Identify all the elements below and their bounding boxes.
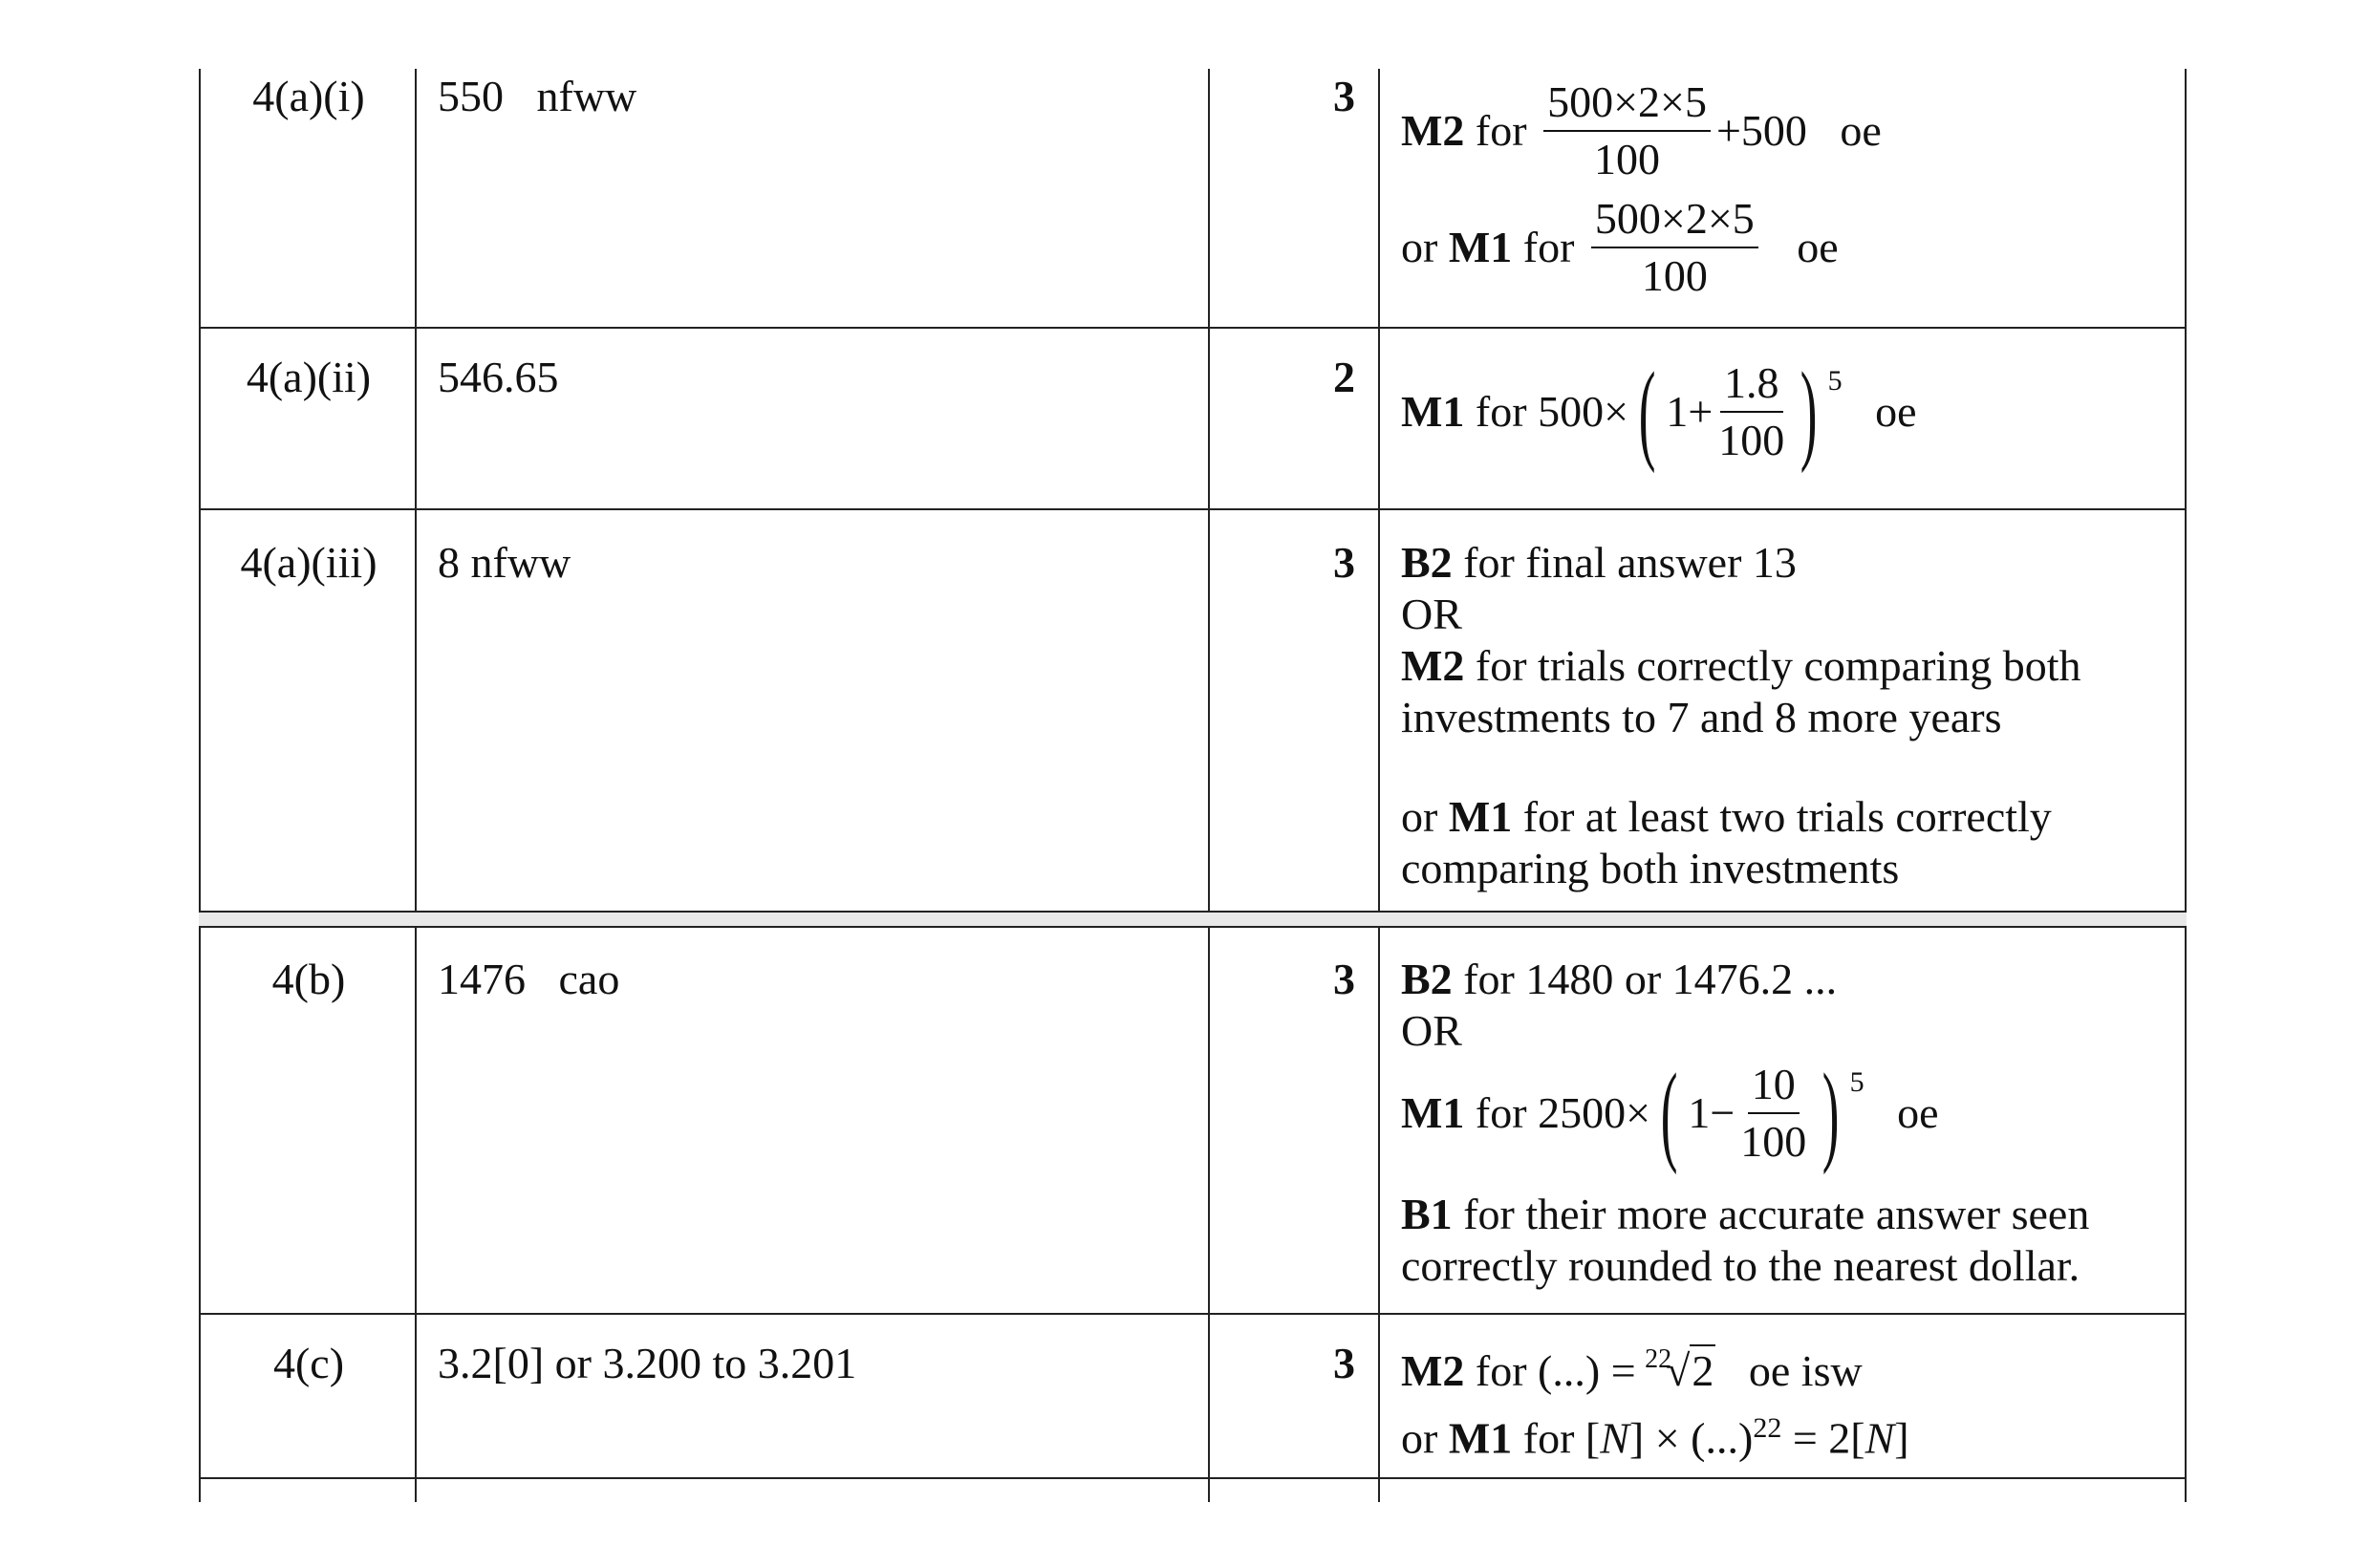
guidance-text: 1− (1688, 1088, 1735, 1137)
fraction-numerator: 10 (1748, 1061, 1800, 1114)
fraction-denominator: 100 (1718, 416, 1785, 464)
guidance-text: 2500× (1538, 1088, 1651, 1137)
question-number: 4(a)(iii) (240, 538, 377, 587)
guidance-text: for (1475, 106, 1527, 155)
mark-code: M2 (1401, 1346, 1465, 1395)
fraction-denominator: 100 (1594, 135, 1660, 183)
page-break-band (199, 913, 2187, 926)
answer-text: 8 nfww (438, 538, 571, 587)
row-divider (199, 508, 2187, 510)
guidance-text: ] (1894, 1413, 1909, 1463)
column-divider (1208, 69, 1210, 1502)
guidance-text: for final answer 13 (1463, 538, 1797, 587)
table-border-right (2185, 69, 2187, 1502)
mark-code: M1 (1401, 1088, 1465, 1137)
answer-text: 3.2[0] or 3.200 to 3.201 (438, 1339, 857, 1387)
mark-code: B2 (1401, 538, 1453, 587)
guidance-text: oe (1875, 387, 1917, 436)
left-parenthesis: ( (1638, 349, 1656, 474)
guidance-line (1401, 195, 1839, 300)
question-number: 4(a)(ii) (246, 353, 372, 401)
row-divider (199, 911, 2187, 913)
marks-value: 3 (1333, 1339, 1355, 1387)
left-parenthesis: ( (1660, 1050, 1678, 1175)
mark-code: M1 (1448, 1413, 1513, 1463)
radical-icon: √ (1666, 1346, 1691, 1395)
row-divider (199, 1313, 2187, 1315)
column-divider (415, 69, 417, 1502)
radicand: 2 (1692, 1346, 1714, 1395)
variable-n: N (1600, 1413, 1629, 1463)
guidance-block (1401, 1345, 1909, 1464)
table-border-left (199, 69, 201, 1502)
fraction-denominator: 100 (1740, 1117, 1807, 1166)
question-number: 4(b) (271, 955, 346, 1003)
fraction-numerator: 500×2×5 (1543, 78, 1711, 132)
guidance-text: or (1401, 223, 1438, 271)
mark-code: M2 (1401, 106, 1465, 155)
guidance-block (1401, 537, 2080, 894)
guidance-text: comparing both investments (1401, 844, 1900, 892)
marks-value: 3 (1333, 538, 1355, 587)
column-divider (1378, 69, 1380, 1502)
fraction (1591, 195, 1758, 300)
guidance-text: for (1522, 223, 1575, 271)
mark-code: M1 (1448, 792, 1513, 841)
answer-text: 546.65 (438, 353, 559, 401)
fraction-denominator: 100 (1641, 251, 1708, 300)
guidance-text: 1+ (1666, 387, 1714, 436)
guidance-text: or (1401, 792, 1438, 841)
fraction-numerator: 1.8 (1720, 359, 1783, 413)
guidance-text: for (...) = (1475, 1346, 1636, 1395)
question-number: 4(a)(i) (252, 72, 365, 120)
fraction-numerator: 500×2×5 (1591, 195, 1758, 248)
right-parenthesis: ) (1822, 1050, 1840, 1175)
guidance-text: ] × (...) (1628, 1413, 1754, 1463)
marks-value: 2 (1333, 353, 1355, 401)
answer-text: 550 nfww (438, 72, 637, 120)
marks-value: 3 (1333, 955, 1355, 1003)
guidance-text: for trials correctly comparing both (1475, 641, 2081, 690)
exponent: 5 (1849, 1066, 1864, 1098)
guidance-text: for 1480 or 1476.2 ... (1463, 955, 1838, 1003)
mark-code: M1 (1401, 387, 1465, 436)
guidance-text: 500× (1538, 387, 1629, 436)
fraction (1718, 359, 1784, 464)
guidance-text: oe (1897, 1088, 1939, 1137)
question-number: 4(c) (272, 1339, 345, 1387)
row-divider (199, 926, 2187, 928)
marks-value: 3 (1333, 72, 1355, 120)
guidance-block (1401, 1189, 2089, 1292)
guidance-block (1401, 954, 1837, 1057)
exponent: 22 (1753, 1412, 1782, 1444)
guidance-text: for [ (1522, 1413, 1601, 1463)
mark-code: B1 (1401, 1190, 1453, 1238)
row-divider (199, 1477, 2187, 1479)
mark-code: M2 (1401, 641, 1465, 690)
root-index: 22 (1645, 1344, 1672, 1374)
guidance-line (1401, 349, 1917, 474)
guidance-text: +500 (1715, 106, 1807, 155)
guidance-text: = 2[ (1781, 1413, 1865, 1463)
guidance-text: investments to 7 and 8 more years (1401, 693, 2002, 741)
fraction (1543, 78, 1711, 183)
guidance-text: for (1475, 1088, 1527, 1137)
guidance-text: or (1401, 1413, 1438, 1463)
row-divider (199, 327, 2187, 329)
mark-code: B2 (1401, 955, 1453, 1003)
nth-root (1647, 1345, 1715, 1397)
guidance-text: for (1475, 387, 1527, 436)
variable-n: N (1864, 1413, 1895, 1463)
guidance-line (1401, 1050, 1939, 1175)
guidance-text: OR (1401, 590, 1462, 638)
right-parenthesis: ) (1800, 349, 1818, 474)
guidance-text: correctly rounded to the nearest dollar. (1401, 1241, 2080, 1290)
guidance-text: oe (1840, 106, 1882, 155)
guidance-text: for at least two trials correctly (1522, 792, 2052, 841)
exponent: 5 (1827, 365, 1843, 397)
answer-text: 1476 cao (438, 955, 620, 1003)
mark-code: M1 (1448, 223, 1513, 271)
guidance-text: for their more accurate answer seen (1463, 1190, 2090, 1238)
fraction (1740, 1061, 1806, 1166)
guidance-text: oe (1797, 223, 1839, 271)
guidance-text: OR (1401, 1006, 1462, 1055)
guidance-text: oe isw (1748, 1346, 1863, 1395)
guidance-line (1401, 78, 1882, 183)
